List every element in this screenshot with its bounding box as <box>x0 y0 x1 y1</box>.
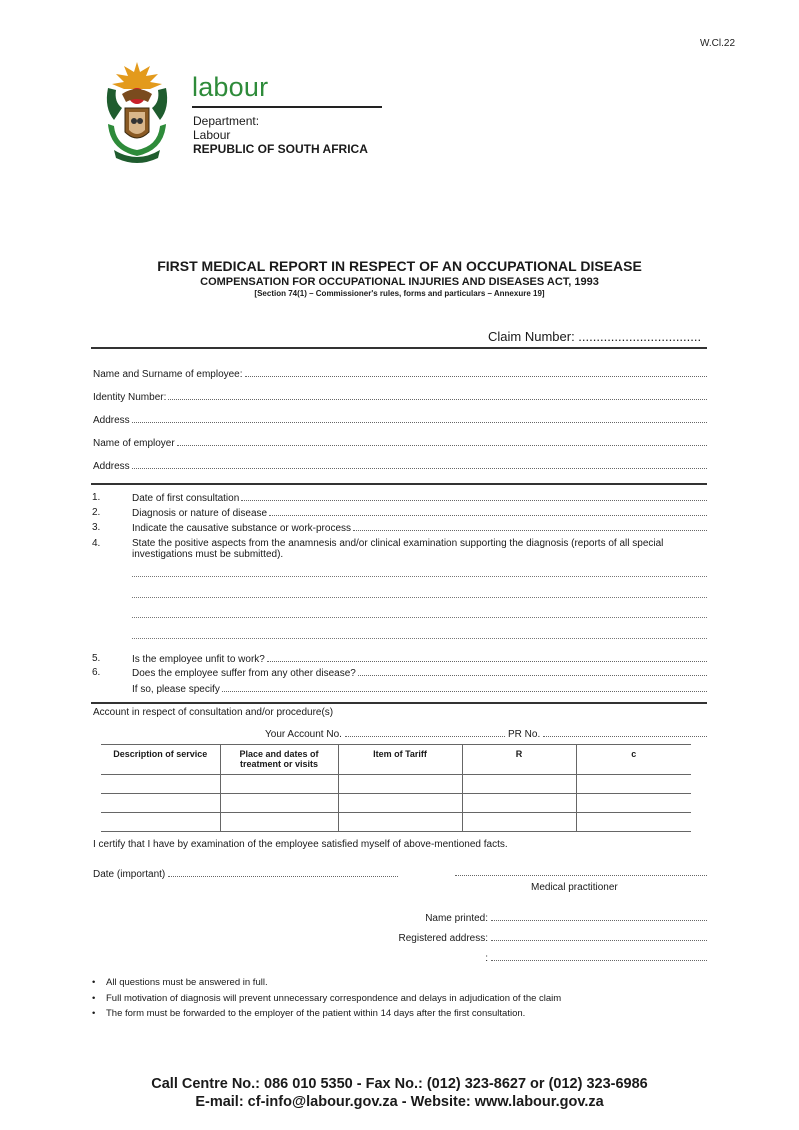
instruction-notes <box>92 975 561 1022</box>
dept-name: Labour <box>193 128 231 142</box>
positive-aspects-label: State the positive aspects from the anamnesis and/or clinical examination supporting the diagnosis (reports of all special investigations must be submitted). <box>132 538 664 560</box>
table-cell[interactable] <box>576 813 691 832</box>
item-number: 3. <box>92 522 101 533</box>
table-cell[interactable] <box>101 775 220 794</box>
divider <box>91 483 707 485</box>
other-disease-specify-field[interactable] <box>132 681 707 695</box>
form-title: FIRST MEDICAL REPORT IN RESPECT OF AN OCCUPATIONAL DISEASE <box>157 258 642 274</box>
table-row[interactable] <box>101 794 691 813</box>
unfit-to-work-field[interactable] <box>132 651 707 665</box>
table-cell[interactable] <box>576 794 691 813</box>
table-row[interactable] <box>101 775 691 794</box>
item-number: 6. <box>92 667 101 678</box>
table-cell[interactable] <box>101 813 220 832</box>
first-consultation-date-field[interactable] <box>132 490 707 504</box>
field-label: Your Account No. <box>265 729 342 740</box>
item-number: 1. <box>92 492 101 503</box>
dept-label: Department: <box>193 114 260 128</box>
field-label: Name of employer <box>93 438 175 449</box>
coat-of-arms-icon <box>100 58 174 168</box>
certification-statement: I certify that I have by examination of the employee satisfied myself of above-mentioned facts. <box>93 839 508 850</box>
divider <box>91 347 707 349</box>
other-disease-field[interactable] <box>132 665 707 679</box>
field-label: Diagnosis or nature of disease <box>132 508 268 519</box>
signature-line[interactable] <box>455 875 707 876</box>
diagnosis-field[interactable] <box>132 505 707 519</box>
employer-address-field[interactable] <box>93 458 707 472</box>
form-subtitle: COMPENSATION FOR OCCUPATIONAL INJURIES AND DISEASES ACT, 1993 <box>200 276 599 288</box>
note-item: • Full motivation of diagnosis will prevent unnecessary correspondence and delays in adjudication of the claim <box>92 991 561 1007</box>
column-header: Item of Tariff <box>338 745 462 775</box>
field-label: Indicate the causative substance or work-process <box>132 523 351 534</box>
date-field[interactable] <box>93 866 398 880</box>
table-cell[interactable] <box>338 794 462 813</box>
table-cell[interactable] <box>462 794 576 813</box>
note-item: • All questions must be answered in full. <box>92 975 561 991</box>
table-cell[interactable] <box>220 813 338 832</box>
name-printed-field[interactable] <box>380 910 707 924</box>
employee-name-field[interactable] <box>93 366 707 380</box>
claim-number-field[interactable]: Claim Number: .................................. <box>488 329 702 344</box>
column-header: R <box>462 745 576 775</box>
table-cell[interactable] <box>220 775 338 794</box>
field-label: Date of first consultation <box>132 493 240 504</box>
column-header: Description of service <box>101 745 220 775</box>
field-label: If so, please specify <box>132 684 220 695</box>
table-cell[interactable] <box>462 813 576 832</box>
field-label: Address <box>93 461 130 472</box>
field-label: Address <box>93 415 130 426</box>
pr-number-field[interactable] <box>508 726 707 740</box>
brand-divider <box>192 106 382 108</box>
employer-name-field[interactable] <box>93 435 707 449</box>
contact-web: E-mail: cf-info@labour.gov.za - Website: www.labour.gov.za <box>195 1094 604 1110</box>
causative-substance-field[interactable] <box>132 520 707 534</box>
item-number: 5. <box>92 653 101 664</box>
signature-label: Medical practitioner <box>531 882 618 893</box>
country-name: REPUBLIC OF SOUTH AFRICA <box>193 142 368 156</box>
positive-aspects-line[interactable] <box>132 597 707 598</box>
account-number-field[interactable] <box>265 726 505 740</box>
registered-address-field[interactable] <box>380 930 707 944</box>
table-header-row <box>101 745 691 775</box>
field-label: Registered address: <box>398 933 488 944</box>
note-item: • The form must be forwarded to the employer of the patient within 14 days after the first consultation. <box>92 1006 561 1022</box>
field-label: Date (important) <box>93 869 166 880</box>
employee-address-field[interactable] <box>93 412 707 426</box>
table-row[interactable] <box>101 813 691 832</box>
table-cell[interactable] <box>338 813 462 832</box>
brand-name: labour <box>192 72 269 102</box>
positive-aspects-line[interactable] <box>132 576 707 577</box>
positive-aspects-line[interactable] <box>132 638 707 639</box>
item-number: 4. <box>92 538 101 549</box>
positive-aspects-line[interactable] <box>132 617 707 618</box>
account-heading: Account in respect of consultation and/or procedure(s) <box>93 707 334 718</box>
field-label: Identity Number: <box>93 392 167 403</box>
registered-address-cont-field[interactable] <box>380 950 707 964</box>
table-cell[interactable] <box>220 794 338 813</box>
column-header: c <box>576 745 691 775</box>
field-label: : <box>485 953 488 964</box>
form-reference: [Section 74(1) – Commissioner's rules, forms and particulars – Annexure 19] <box>254 289 545 298</box>
divider <box>91 702 707 704</box>
identity-number-field[interactable] <box>93 389 707 403</box>
table-cell[interactable] <box>338 775 462 794</box>
field-label: PR No. <box>508 729 541 740</box>
contact-phone: Call Centre No.: 086 010 5350 - Fax No.: (012) 323-8627 or (012) 323-6986 <box>151 1076 648 1092</box>
field-label: Does the employee suffer from any other disease? <box>132 668 356 679</box>
form-code: W.Cl.22 <box>700 38 736 49</box>
field-label: Name and Surname of employee: <box>93 369 243 380</box>
field-label: Name printed: <box>425 913 488 924</box>
item-number: 2. <box>92 507 101 518</box>
table-cell[interactable] <box>101 794 220 813</box>
column-header: Place and dates of treatment or visits <box>220 745 338 775</box>
table-cell[interactable] <box>576 775 691 794</box>
field-label: Is the employee unfit to work? <box>132 654 265 665</box>
account-table <box>101 744 691 832</box>
table-cell[interactable] <box>462 775 576 794</box>
